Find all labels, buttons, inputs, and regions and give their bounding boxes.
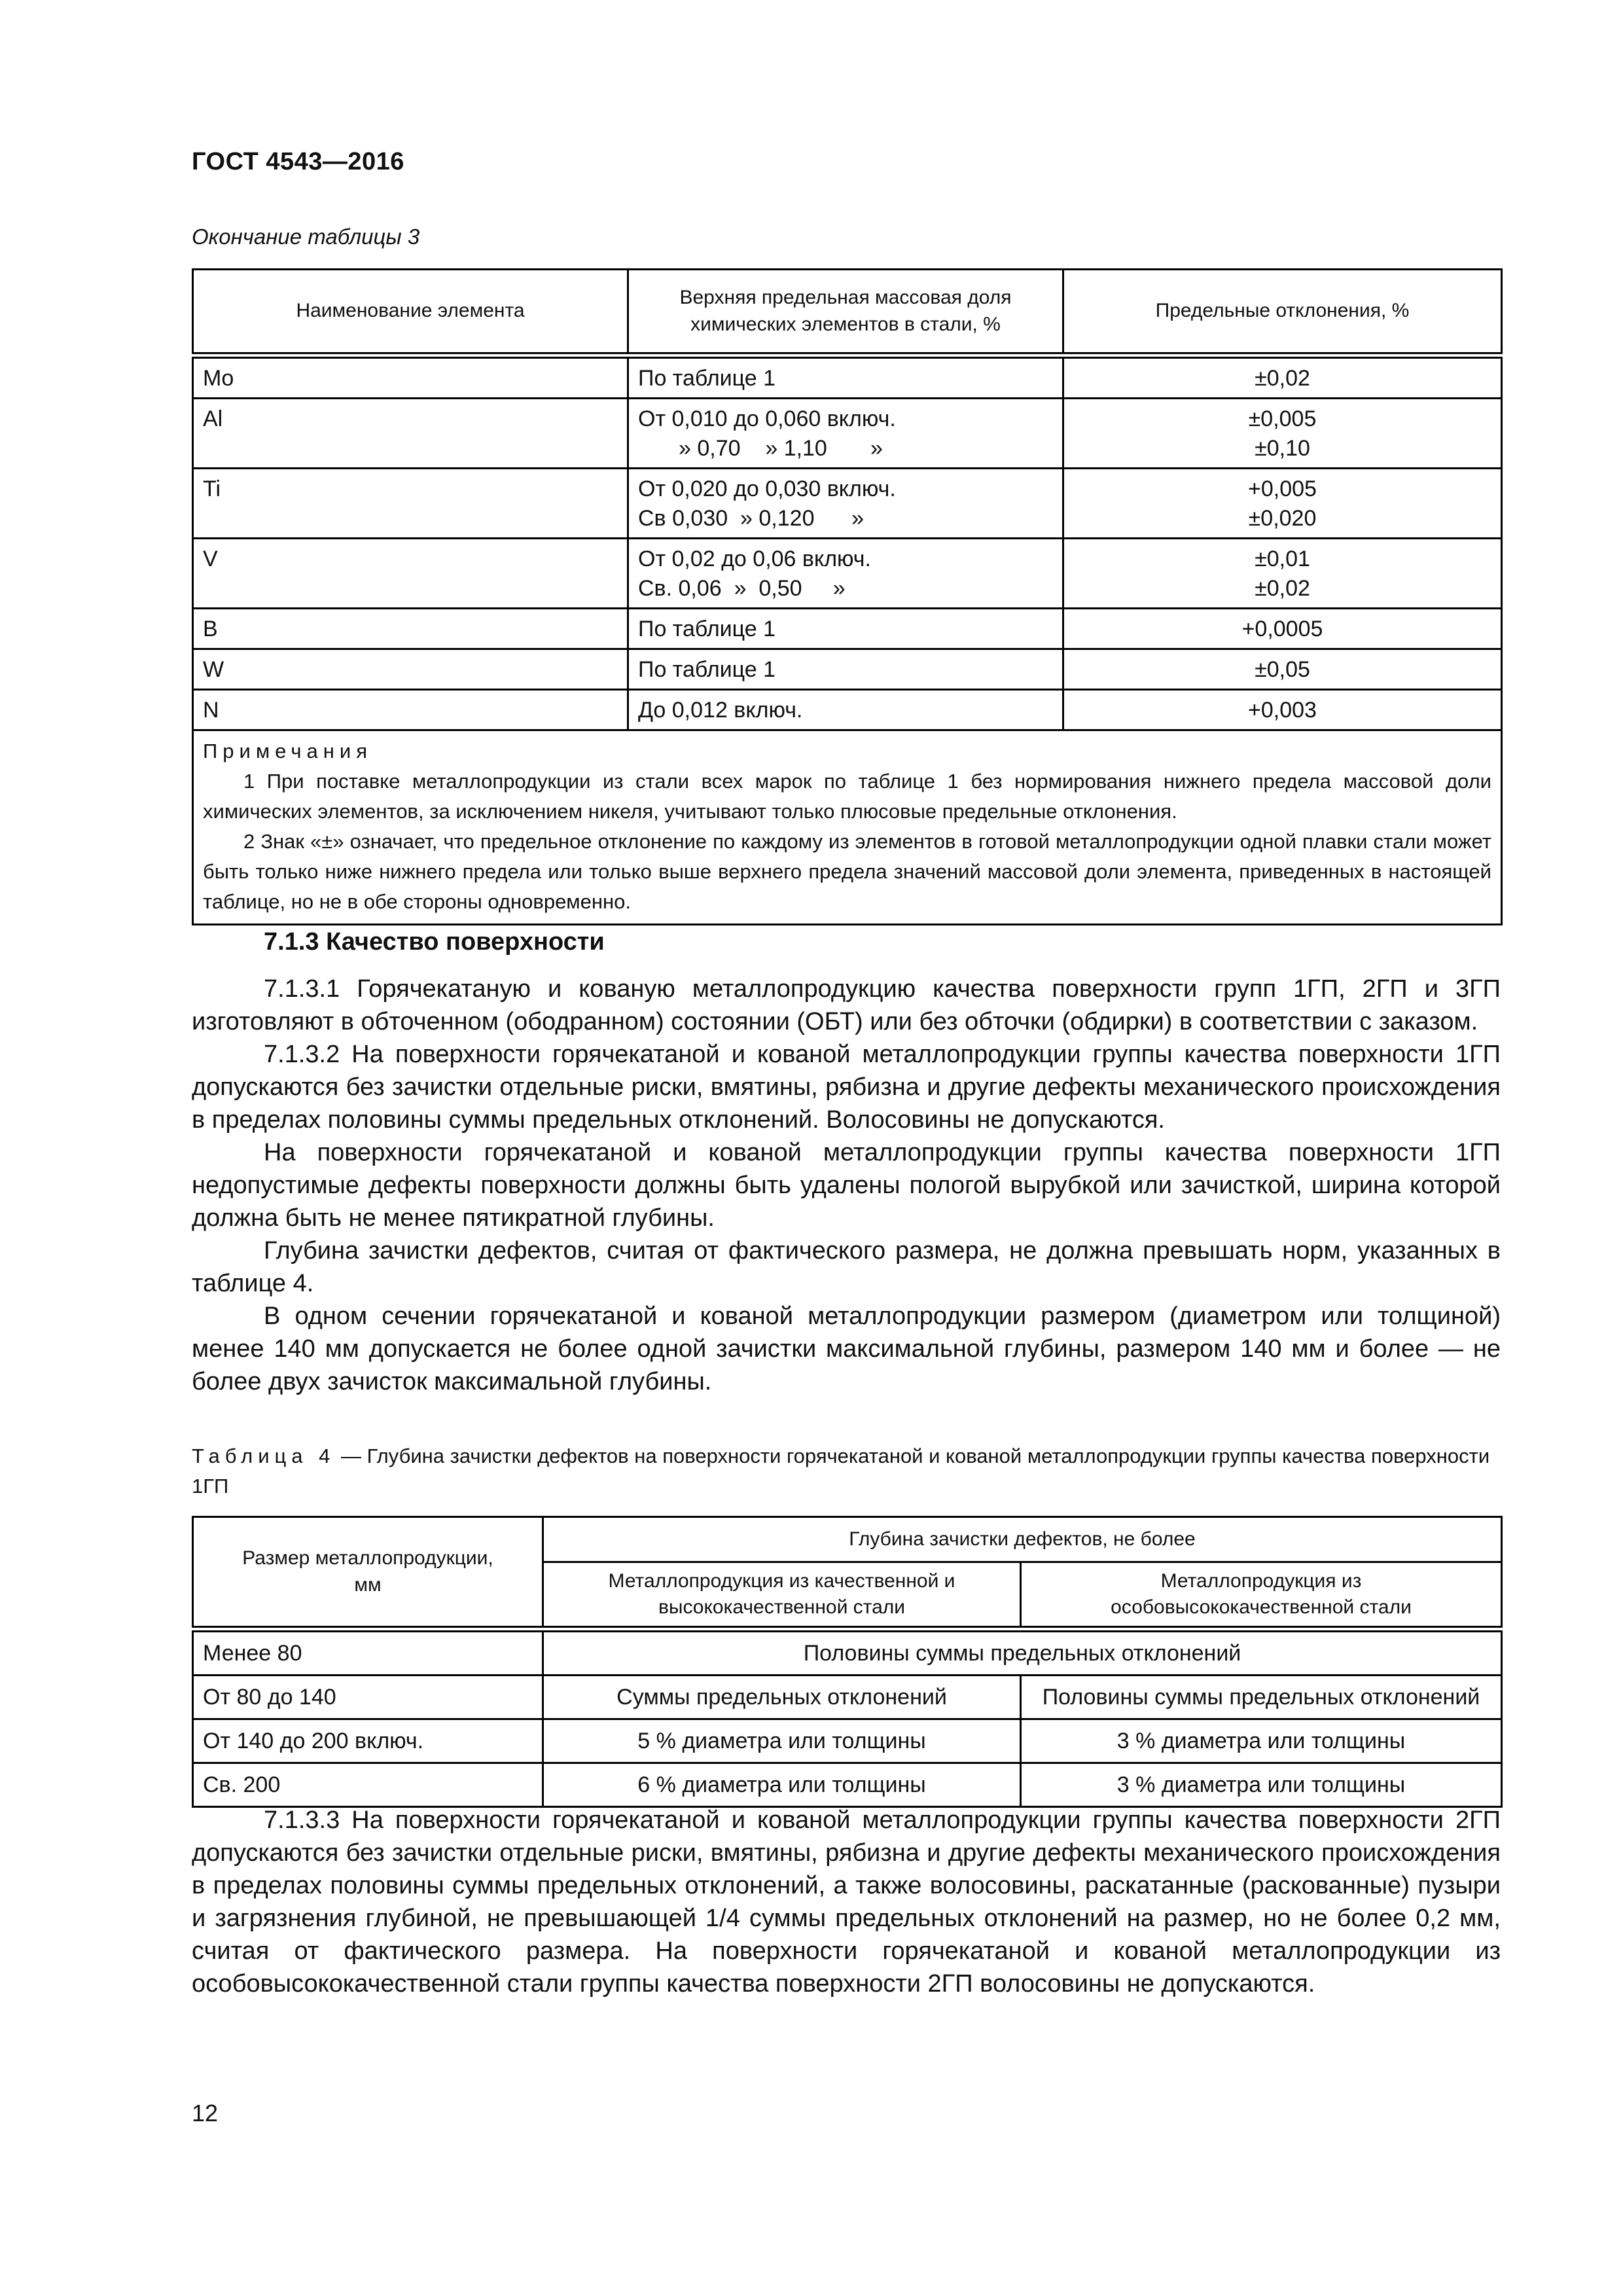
table-row: [193, 355, 1502, 399]
depth-cell: 3 % диаметра или толщины: [1021, 1763, 1502, 1807]
element-cell: W: [193, 649, 628, 690]
table-row: [193, 649, 1502, 690]
table4-header-quality: Металлопродукция из качественной и высококачественной стали: [543, 1562, 1021, 1630]
page-number: 12: [192, 2100, 219, 2126]
deviation-cell: ±0,02: [1063, 355, 1502, 399]
deviation-cell: +0,0005: [1063, 609, 1502, 649]
depth-cell: 3 % диаметра или толщины: [1021, 1719, 1502, 1763]
note-1: 1 При поставке металлопродукции из стали всех марок по таблице 1 без нормирования нижнего предела массовой доли химических элементов, за исключением никеля, учитывают только плюсовые предельные отклонения.: [203, 770, 1491, 823]
table-row: [193, 399, 1502, 469]
paragraph: На поверхности горячекатаной и кованой металлопродукции группы качества поверхности 1ГП недопустимые дефекты поверхности должны быть удалены пологой вырубкой или зачисткой, ширина которой должна быть не менее пятикратной глубины.: [192, 1139, 1501, 1232]
section-title: 7.1.3 Качество поверхности: [264, 928, 605, 956]
deviation-cell: +0,005 ±0,020: [1063, 469, 1502, 539]
element-cell: V: [193, 539, 628, 609]
table3: [192, 268, 1503, 925]
table4-caption-text: — Глубина зачистки дефектов на поверхности горячекатаной и кованой металлопродукции группы качества поверхности 1ГП: [192, 1444, 1490, 1498]
element-cell: B: [193, 609, 628, 649]
table4: [192, 1516, 1503, 1808]
paragraph: В одном сечении горячекатаной и кованой металлопродукции размером (диаметром или толщиной) менее 140 мм допускается не более одной зачистки максимальной глубины, размером 140 мм и более — не более двух зачисток максимальной глубины.: [192, 1302, 1501, 1395]
limit-cell: По таблице 1: [628, 355, 1063, 399]
size-cell: Св. 200: [193, 1763, 543, 1807]
table-row: [193, 539, 1502, 609]
limit-cell: От 0,010 до 0,060 включ. » 0,70 » 1,10 »: [628, 399, 1063, 469]
paragraph: 7.1.3.2 На поверхности горячекатаной и кованой металлопродукции группы качества поверхности 1ГП допускаются без зачистки отдельные риски, вмятины, рябизна и другие дефекты механического происхождения в пределах половины суммы предельных отклонений. Волосовины не допускаются.: [192, 1041, 1501, 1134]
deviation-cell: ±0,01 ±0,02: [1063, 539, 1502, 609]
table4-caption: [192, 1441, 1501, 1501]
table-row: [193, 1763, 1502, 1807]
limit-cell: От 0,02 до 0,06 включ. Св. 0,06 » 0,50 »: [628, 539, 1063, 609]
limit-cell: По таблице 1: [628, 649, 1063, 690]
table3-caption: Окончание таблицы 3: [192, 224, 420, 249]
deviation-cell: ±0,05: [1063, 649, 1502, 690]
paragraph: Глубина зачистки дефектов, считая от фактического размера, не должна превышать норм, указанных в таблице 4.: [192, 1237, 1501, 1297]
size-cell: Менее 80: [193, 1629, 543, 1676]
depth-cell: Половины суммы предельных отклонений: [1021, 1676, 1502, 1719]
size-cell: От 140 до 200 включ.: [193, 1719, 543, 1763]
limit-cell: По таблице 1: [628, 609, 1063, 649]
document-code: ГОСТ 4543—2016: [192, 148, 404, 175]
note-2: 2 Знак «±» означает, что предельное отклонение по каждому из элементов в готовой металлопродукции одной плавки стали может быть только ниже нижнего предела или только выше верхнего предела значений массовой доли элемента, приведенных в настоящей таблице, но не в обе стороны одновременно.: [203, 830, 1491, 913]
table-row: [193, 1719, 1502, 1763]
notes-title: Примечания: [203, 740, 372, 762]
table-row: [193, 1676, 1502, 1719]
table-row: [193, 609, 1502, 649]
element-cell: Mo: [193, 355, 628, 399]
section-body: [192, 973, 1501, 1398]
table4-header-special: Металлопродукция из особовысококачественной стали: [1021, 1562, 1502, 1630]
table3-header-deviation: Предельные отклонения, %: [1063, 270, 1502, 356]
element-cell: Ti: [193, 469, 628, 539]
table3-notes: [193, 730, 1502, 925]
section-body-continued: [192, 1804, 1501, 2000]
table4-caption-label: Таблица 4: [192, 1444, 336, 1467]
limit-cell: До 0,012 включ.: [628, 690, 1063, 730]
table-row: [193, 469, 1502, 539]
depth-cell: Суммы предельных отклонений: [543, 1676, 1021, 1719]
table-row: [193, 1629, 1502, 1676]
deviation-cell: +0,003: [1063, 690, 1502, 730]
table4-header-size: Размер металлопродукции, мм: [193, 1517, 543, 1630]
depth-cell: 5 % диаметра или толщины: [543, 1719, 1021, 1763]
paragraph: 7.1.3.1 Горячекатаную и кованую металлопродукцию качества поверхности групп 1ГП, 2ГП и 3ГП изготовляют в обточенном (ободранном) состоянии (ОБТ) или без обточки (обдирки) в соответствии с заказом.: [192, 975, 1501, 1035]
table4-header-group: Глубина зачистки дефектов, не более: [543, 1517, 1502, 1562]
deviation-cell: ±0,005 ±0,10: [1063, 399, 1502, 469]
limit-cell: От 0,020 до 0,030 включ. Св 0,030 » 0,120 »: [628, 469, 1063, 539]
table3-header-element: Наименование элемента: [193, 270, 628, 356]
element-cell: Al: [193, 399, 628, 469]
paragraph: 7.1.3.3 На поверхности горячекатаной и кованой металлопродукции группы качества поверхности 2ГП допускаются без зачистки отдельные риски, вмятины, рябизна и другие дефекты механического происхождения в пределах половины суммы предельных отклонений, а также волосовины, раскатанные (раскованные) пузыри и загрязнения глубиной, не превышающей 1/4 суммы предельных отклонений на размер, но не более 0,2 мм, считая от фактического размера. На поверхности горячекатаной и кованой металлопродукции из особовысококачественной стали группы качества поверхности 2ГП волосовины не допускаются.: [192, 1806, 1501, 1998]
element-cell: N: [193, 690, 628, 730]
size-cell: От 80 до 140: [193, 1676, 543, 1719]
table3-header-limit: Верхняя предельная массовая доля химических элементов в стали, %: [628, 270, 1063, 356]
depth-cell: 6 % диаметра или толщины: [543, 1763, 1021, 1807]
depth-cell: Половины суммы предельных отклонений: [543, 1629, 1502, 1676]
table-row: [193, 690, 1502, 730]
